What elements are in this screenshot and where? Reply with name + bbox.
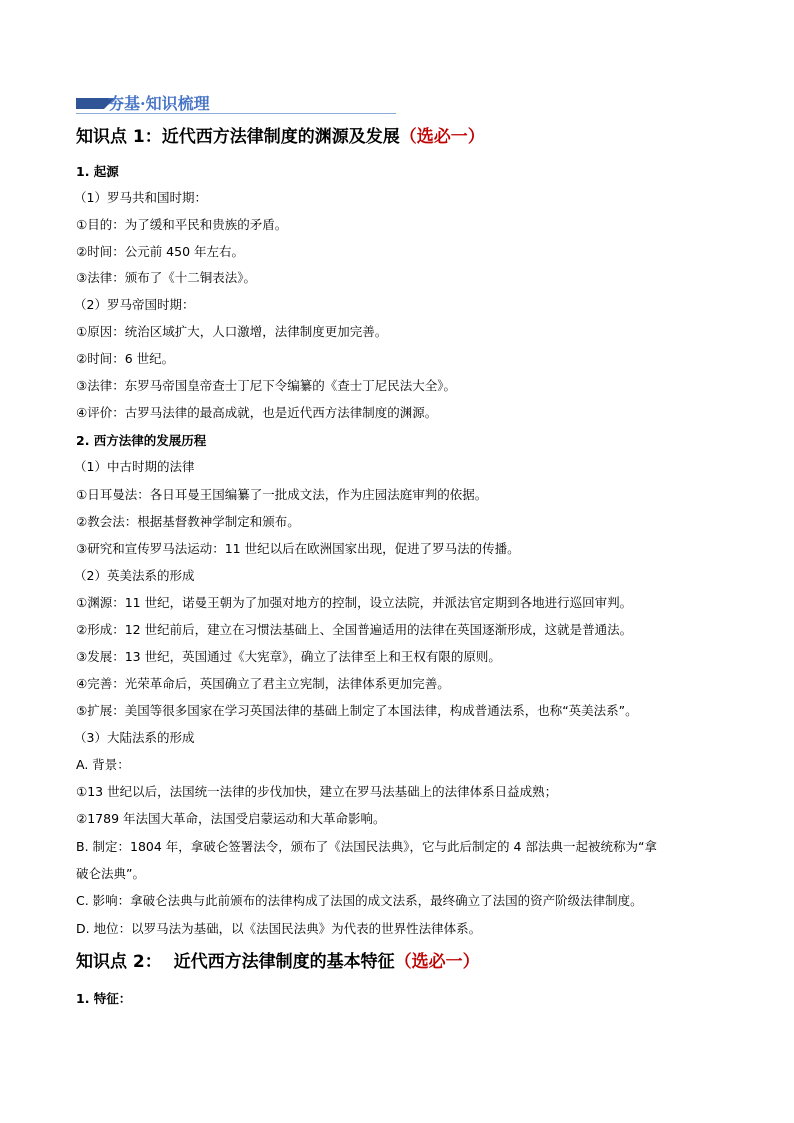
list-item: （2）罗马帝国时期： (74, 297, 195, 312)
list-item: D. 地位：以罗马法为基础，以《法国民法典》为代表的世界性法律体系。 (76, 921, 482, 936)
list-item: ③法律：东罗马帝国皇帝查士丁尼下令编纂的《查士丁尼民法大全》。 (76, 378, 456, 393)
subheading-development: 2. 西方法律的发展历程 (76, 433, 207, 448)
banner-underline (76, 113, 396, 114)
list-item: C. 影响：拿破仑法典与此前颁布的法律构成了法国的成文法系，最终确立了法国的资产阶级法律制度。 (76, 893, 643, 908)
list-item: （2）英美法系的形成 (74, 568, 195, 583)
list-item: ②时间：6 世纪。 (76, 351, 175, 366)
knowledge-point-2-tag: （选必一） (394, 952, 480, 972)
knowledge-point-2-heading (76, 950, 480, 974)
list-item: ②时间：公元前 450 年左右。 (76, 244, 245, 259)
knowledge-point-2-title: 知识点 2： 近代西方法律制度的基本特征 (76, 952, 395, 972)
knowledge-point-1-title: 知识点 1：近代西方法律制度的渊源及发展 (76, 127, 400, 147)
knowledge-point-1-tag: （选必一） (399, 127, 485, 147)
banner-title: 夯基·知识梳理 (108, 94, 210, 113)
subheading-origin: 1. 起源 (76, 164, 119, 179)
list-item: ①日耳曼法：各日耳曼王国编纂了一批成文法，作为庄园法庭审判的依据。 (76, 487, 488, 502)
list-item: ②1789 年法国大革命，法国受启蒙运动和大革命影响。 (76, 811, 386, 826)
list-item: ⑤扩展：美国等很多国家在学习英国法律的基础上制定了本国法律，构成普通法系，也称“英美法系”。 (76, 703, 638, 718)
list-item: ①原因：统治区域扩大，人口激增，法律制度更加完善。 (76, 324, 388, 339)
banner-bar-decoration (76, 98, 104, 109)
list-item: ①13 世纪以后，法国统一法律的步伐加快，建立在罗马法基础上的法律体系日益成熟； (76, 784, 558, 799)
knowledge-point-1-heading (76, 125, 485, 149)
section-banner (76, 93, 396, 115)
list-item: ③法律：颁布了《十二铜表法》。 (76, 270, 256, 285)
list-item: A. 背景： (76, 757, 130, 772)
list-item: （1）罗马共和国时期： (74, 190, 207, 205)
list-item: ③研究和宣传罗马法运动：11 世纪以后在欧洲国家出现，促进了罗马法的传播。 (76, 541, 520, 556)
list-item: 破仑法典”。 (76, 866, 145, 881)
list-item: ②形成：12 世纪前后，建立在习惯法基础上、全国普遍适用的法律在英国逐渐形成，这就是普通法。 (76, 622, 633, 637)
list-item: ④评价：古罗马法律的最高成就，也是近代西方法律制度的渊源。 (76, 405, 438, 420)
list-item: B. 制定：1804 年，拿破仑签署法令，颁布了《法国民法典》，它与此后制定的 4 部法典一起被统称为“拿 (76, 839, 657, 854)
list-item: ③发展：13 世纪，英国通过《大宪章》，确立了法律至上和王权有限的原则。 (76, 649, 501, 664)
list-item: ①目的：为了缓和平民和贵族的矛盾。 (76, 217, 288, 232)
list-item: ①渊源：11 世纪，诺曼王朝为了加强对地方的控制，设立法院，并派法官定期到各地进行巡回审判。 (76, 595, 633, 610)
list-item: （3）大陆法系的形成 (74, 730, 195, 745)
subheading-features: 1. 特征： (76, 991, 132, 1006)
list-item: （1）中古时期的法律 (74, 459, 195, 474)
list-item: ④完善：光荣革命后，英国确立了君主立宪制，法律体系更加完善。 (76, 676, 450, 691)
list-item: ②教会法：根据基督教神学制定和颁布。 (76, 514, 300, 529)
